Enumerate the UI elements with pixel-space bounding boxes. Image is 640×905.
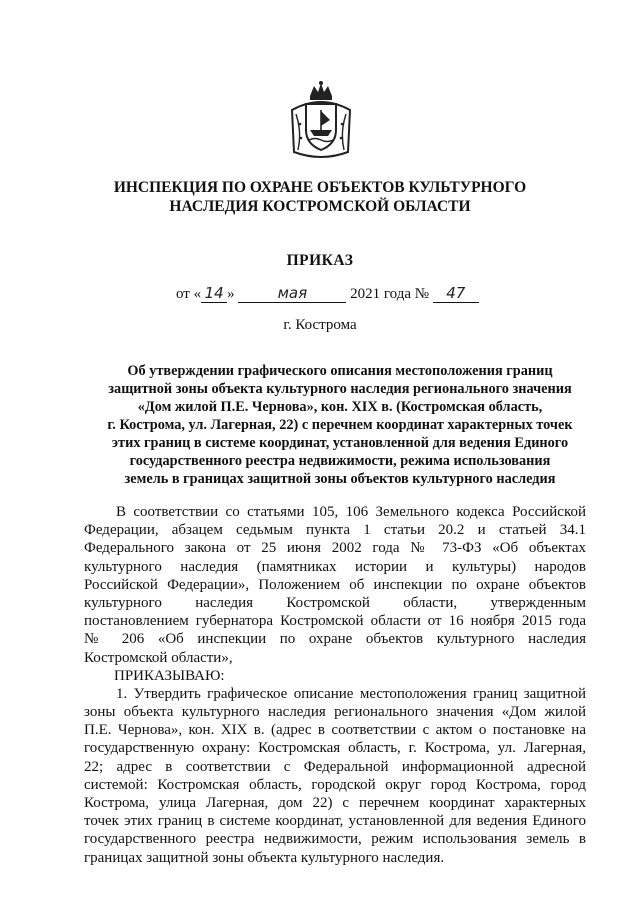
body-line: В соответствии со статьями 105, 106 Земельного кодекса Российской: [116, 504, 586, 520]
body-line: культурного наследия (памятниках истории и культуры) народов: [84, 558, 586, 575]
date-prefix: от «: [176, 286, 202, 302]
body-line: П.Е. Чернова», кон. XIX в. (адрес в соответствии с актом о постановке на: [84, 722, 586, 739]
order-day: 14: [201, 285, 227, 303]
order-month: мая: [238, 285, 346, 303]
body-line: № 206 «Об инспекции по охране объектов культурного наследия: [84, 631, 586, 648]
subject-line: Об утверждении графического описания местоположения границ: [127, 363, 553, 379]
subject-line: земель в границах защитной зоны объектов культурного наследия: [124, 471, 556, 487]
organization-name-line-1: ИНСПЕКЦИЯ ПО ОХРАНЕ ОБЪЕКТОВ КУЛЬТУРНОГО: [113, 179, 527, 196]
order-subject: [96, 362, 584, 488]
subject-line: защитной зоны объекта культурного наследия регионального значения: [108, 381, 572, 397]
order-number: 47: [433, 285, 479, 303]
subject-line: «Дом жилой П.Е. Чернова», кон. XIX в. (Костромская область,: [137, 399, 543, 415]
order-city: г. Кострома: [283, 317, 357, 333]
body-line: точек этих границ в системе координат, установленной для ведения Единого: [84, 813, 586, 830]
body-line: системой: Костромская область, городской округ город Кострома, город: [84, 776, 586, 793]
order-command: ПРИКАЗЫВАЮ:: [114, 667, 225, 684]
body-line: 1. Утвердить графическое описание местоположения границ защитной: [116, 685, 586, 702]
subject-line: г. Кострома, ул. Лагерная, 22) с перечнем координат характерных точек: [107, 417, 573, 433]
body-line: Федерации, абзацем седьмым пункта 1 статьи 20.2 и статьей 34.1: [84, 522, 586, 539]
body-line: границах защитной зоны объекта культурного наследия.: [84, 849, 445, 866]
body-line: культурного наследия Костромской области, утвержденным: [84, 594, 586, 611]
date-quote-close: »: [227, 286, 235, 302]
body-line: Российской Федерации», Положением об инспекции по охране объектов: [84, 576, 586, 593]
coat-of-arms-icon: [288, 80, 354, 162]
body-line: постановлением губернатора Костромской области от 16 ноября 2015 года: [84, 613, 586, 630]
order-year: 2021 года №: [350, 286, 430, 302]
organization-name-line-2: НАСЛЕДИЯ КОСТРОМСКОЙ ОБЛАСТИ: [169, 198, 471, 215]
body-line: Федерального закона от 25 июня 2002 года № 73-ФЗ «Об объектах: [84, 540, 586, 557]
order-title: ПРИКАЗ: [286, 252, 354, 269]
body-line: Костромской области»,: [84, 649, 233, 666]
body-line: Кострома, улица Лагерная, дом 22) с перечнем координат характерных: [84, 795, 586, 811]
subject-line: этих границ в системе координат, установленной для ведения Единого: [111, 435, 569, 451]
order-date-line: [176, 285, 536, 303]
body-line: государственную охрану: Костромская область, г. Кострома, ул. Лагерная,: [84, 740, 586, 757]
subject-line: государственного реестра недвижимости, режима использования: [129, 453, 551, 469]
body-line: 22; адрес в соответствии с Федеральной информационной адресной: [84, 758, 586, 775]
body-line: зоны объекта культурного наследия регионального значения «Дом жилой: [84, 704, 586, 721]
body-line: государственного реестра недвижимости, режим использования земель в: [84, 831, 586, 848]
order-body: [84, 503, 586, 867]
